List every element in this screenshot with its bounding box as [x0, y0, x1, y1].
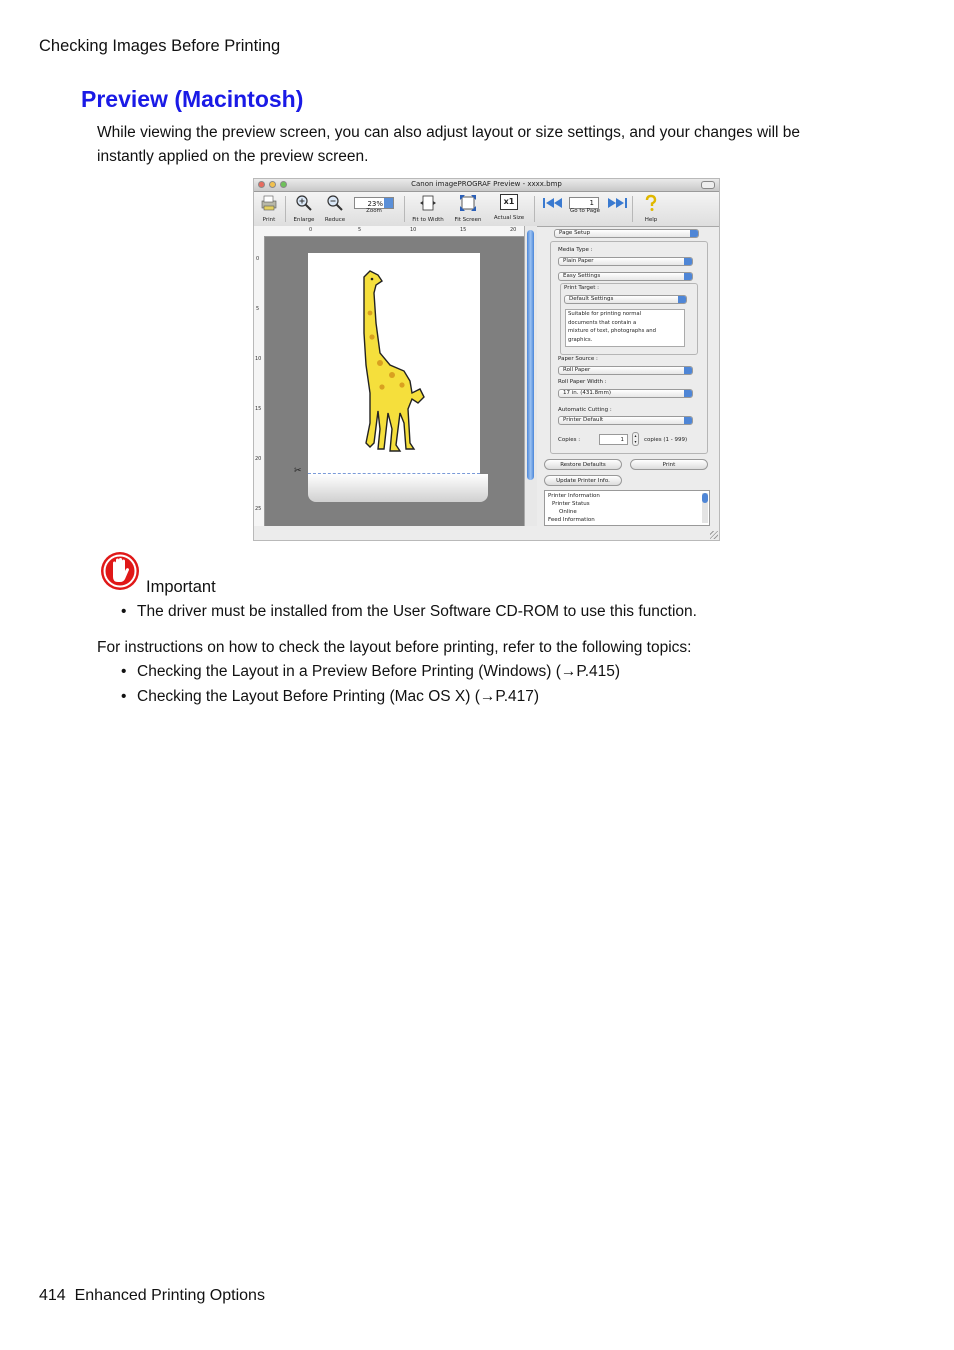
- mac-layout-link[interactable]: Checking the Layout Before Printing (Mac OS X) (→P.417): [137, 688, 540, 705]
- page-footer: [39, 1287, 265, 1305]
- easy-settings-popup: Easy Settings: [558, 272, 693, 281]
- page-number: 414: [39, 1287, 66, 1304]
- zoom-out-icon: [326, 194, 344, 212]
- scissors-icon: ✂: [294, 466, 302, 476]
- footer-title: Enhanced Printing Options: [74, 1287, 265, 1304]
- go-to-page-tool: Go to Page: [570, 208, 600, 214]
- paper-source-popup: Roll Paper: [558, 366, 693, 375]
- instructions-intro: For instructions on how to check the layout before printing, refer to the following topics:: [97, 639, 692, 656]
- important-label: Important: [146, 578, 216, 596]
- intro-line-1: While viewing the preview screen, you can also adjust layout or size settings, and your changes will be: [97, 124, 801, 141]
- zoom-tool: Zoom: [366, 208, 382, 214]
- page-setup-popup: Page Setup: [554, 229, 699, 238]
- intro-paragraph: [97, 121, 877, 168]
- actual-size-tool: x1 Actual Size: [490, 192, 528, 221]
- vertical-scrollbar: [524, 226, 537, 526]
- page-number-field: 1: [569, 197, 599, 209]
- intro-line-2: instantly applied on the preview screen.: [97, 147, 369, 165]
- reduce-tool: Reduce: [322, 192, 348, 223]
- copies-field: 1: [599, 434, 628, 445]
- settings-panel: Page Setup Media Type : Plain Paper Easy Settings Print Target : Default Settings Suitable for printing normal documents that contain a mixture of text, photographs and graphics. Paper Source : Roll Paper Roll Paper Width : 17 in. (431.8mm) Automatic Cutting : Printer Default Copies : 1 ▴ ▾ copies (1 - 999) Restore Defaults Print Update Printer Info. Printer Information Printer Status Online Feed Information: [538, 226, 719, 541]
- window-titlebar: [254, 179, 719, 192]
- preview-page: [308, 253, 480, 474]
- fit-screen-icon: [459, 194, 477, 212]
- toolbar: [254, 192, 719, 227]
- preview-area: [254, 226, 536, 541]
- ruler-left: 0 5 10 15 20 25: [254, 236, 265, 526]
- window-title: Canon imagePROGRAF Preview - xxxx.bmp: [411, 180, 562, 188]
- windows-preview-link[interactable]: Checking the Layout in a Preview Before Printing (Windows) (→P.415): [137, 663, 621, 680]
- zoom-in-icon: [295, 194, 313, 212]
- preview-window-screenshot: [253, 178, 720, 541]
- enlarge-tool: Enlarge: [291, 192, 317, 223]
- fit-screen-tool: Fit Screen: [450, 192, 486, 223]
- printer-info-box: Printer Information Printer Status Online Feed Information: [544, 490, 710, 526]
- help-icon: [642, 194, 660, 212]
- zoom-combo: 23%: [354, 197, 394, 209]
- fit-width-icon: [419, 194, 437, 212]
- ruler-top: 0 5 10 15 20: [254, 226, 524, 237]
- toolbar-toggle-icon: [701, 181, 715, 189]
- print-tool: Print: [258, 192, 280, 223]
- section-title: Preview (Macintosh): [81, 86, 304, 112]
- description-box: Suitable for printing normal documents that contain a mixture of text, photographs and graphics.: [565, 309, 685, 347]
- running-header: Checking Images Before Printing: [39, 37, 281, 55]
- help-tool: Help: [639, 192, 663, 223]
- print-target-popup: Default Settings: [564, 295, 687, 304]
- print-button: Print: [630, 459, 708, 470]
- important-icon: [99, 550, 141, 592]
- resize-grip-icon: [710, 531, 718, 539]
- auto-cut-popup: Printer Default: [558, 416, 693, 425]
- fit-to-width-tool: Fit to Width: [408, 192, 448, 223]
- printer-icon: [260, 194, 278, 212]
- media-type-popup: Plain Paper: [558, 257, 693, 266]
- horizontal-scrollbar: [254, 526, 536, 541]
- actual-size-icon: x1: [500, 194, 518, 210]
- copies-stepper-icon: ▴ ▾: [632, 432, 639, 446]
- restore-defaults-button: Restore Defaults: [544, 459, 622, 470]
- update-printer-info-button: Update Printer Info.: [544, 475, 622, 486]
- roll-paper-edge: [308, 474, 488, 502]
- info-scrollbar: [702, 493, 708, 523]
- giraffe-image: [308, 253, 480, 474]
- roll-width-popup: 17 in. (431.8mm): [558, 389, 693, 398]
